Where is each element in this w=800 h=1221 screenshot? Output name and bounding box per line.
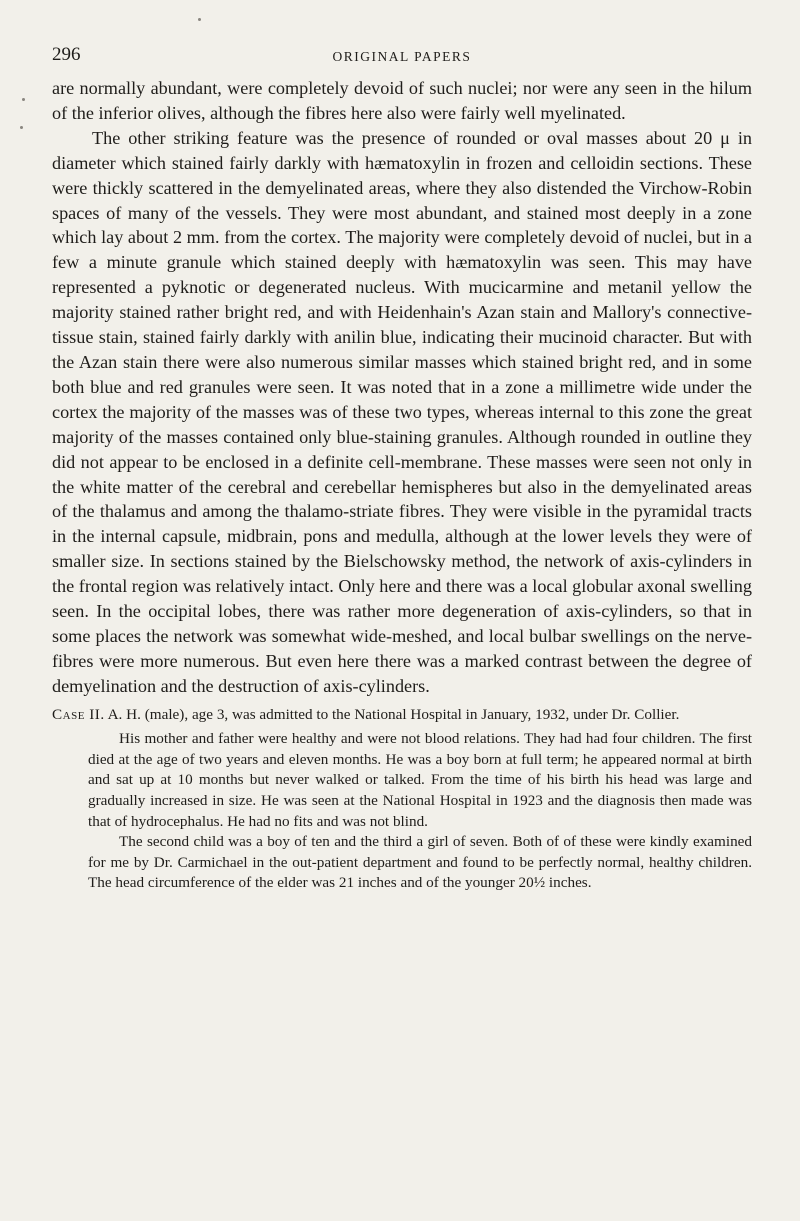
case-paragraph-siblings: The second child was a boy of ten and the third a girl of seven. Both of of these were kindly examined for me by Dr. Carmichael in the out-patient department and found to be perfectly normal, healthy children. The head circumference of the elder was 21 inches and of the younger 20½ inches. — [88, 833, 752, 892]
body-text — [52, 76, 752, 699]
case-label: Case II. — [52, 705, 105, 723]
running-title: ORIGINAL PAPERS — [332, 49, 472, 64]
scan-speck — [20, 126, 23, 129]
page — [52, 40, 752, 894]
case-heading-text: A. H. (male), age 3, was admitted to the National Hospital in January, 1932, under Dr. Collier. — [107, 705, 680, 723]
page-number: 296 — [52, 44, 81, 65]
case-history — [52, 729, 752, 894]
paragraph-continuation: are normally abundant, were completely devoid of such nuclei; nor were any seen in the hilum of the inferior olives, although the fibres here also were fairly well myelinated. — [52, 78, 752, 123]
page-header — [52, 40, 752, 76]
scan-speck — [22, 98, 25, 101]
scan-speck — [198, 18, 201, 21]
case-paragraph-family: His mother and father were healthy and were not blood relations. They had had four children. The first died at the age of two years and eleven months. He was a boy born at full term; he appeared normal at birth and sat up at 10 months but never walked or talked. From the time of his birth his head was large and gradually increased in size. He was seen at the National Hospital in 1923 and the diagnosis then made was that of hydrocephalus. He had no fits and was not blind. — [88, 730, 752, 830]
case-heading — [52, 705, 752, 726]
case-report — [52, 705, 752, 726]
paragraph-masses: The other striking feature was the presence of rounded or oval masses about 20 μ in diameter which stained fairly darkly with hæmatoxylin in frozen and celloidin sections. These were thickly scattered in the demyelinated areas, where they also distended the Virchow-Robin spaces of many of the vessels. They were most abundant, and stained most deeply in a zone which lay about 2 mm. from the cortex. The majority were completely devoid of nuclei, but in a few a minute granule which stained deeply with hæmatoxylin was seen. This may have represented a pyknotic or degenerated nucleus. With mucicarmine and metanil yellow the majority stained rather bright red, and with Heidenhain's Azan stain and Mallory's connective-tissue stain, stained fairly darkly with anilin blue, indicating their mucinoid character. But with the Azan stain there were also numerous similar masses which stained bright red, and in some both blue and red granules were seen. It was noted that in a zone a millimetre wide under the cortex the majority of the masses was of these two types, whereas internal to this zone the great majority of the masses contained only blue-staining granules. Although rounded in outline they did not appear to be enclosed in a definite cell-membrane. These masses were seen not only in the white matter of the cerebral and cerebellar hemispheres but also in the demyelinated areas of the thalamus and among the thalamo-striate fibres. They were visible in the pyramidal tracts in the internal capsule, midbrain, pons and medulla, although at the lower levels they were of smaller size. In sections stained by the Bielschowsky method, the network of axis-cylinders in the frontal region was relatively intact. Only here and there was a local globular axonal swelling seen. In the occipital lobes, there was rather more degeneration of axis-cylinders, so that in some places the network was somewhat wide-meshed, and local bulbar swellings on the nerve-fibres were more numerous. But even here there was a marked contrast between the degree of demyelination and the destruction of axis-cylinders. — [52, 127, 752, 696]
